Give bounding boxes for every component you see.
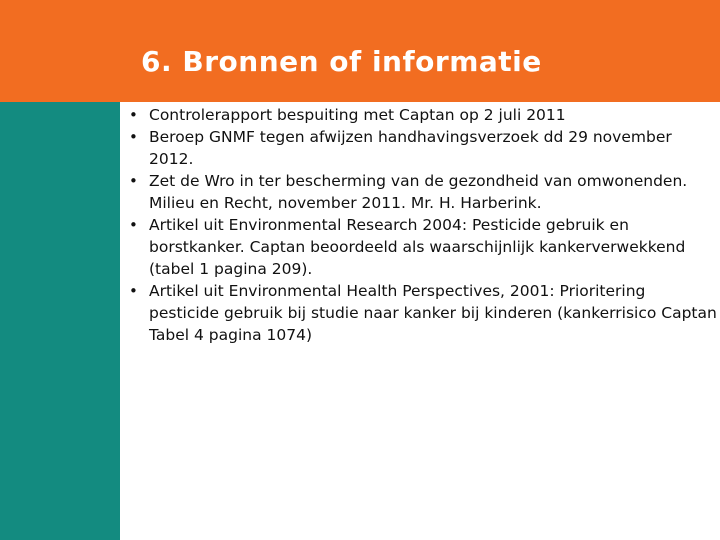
sidebar-accent <box>0 102 120 540</box>
bullet-icon: • <box>129 128 138 146</box>
source-list <box>120 104 718 346</box>
bullet-icon: • <box>129 282 138 300</box>
list-item-text: Zet de Wro in ter bescherming van de gezondheid van omwonenden. Milieu en Recht, november 2011. Mr. H. Harberink. <box>149 172 688 212</box>
list-item <box>120 170 718 214</box>
bullet-icon: • <box>129 106 138 124</box>
list-item <box>120 214 718 280</box>
list-item <box>120 126 718 170</box>
list-item-text: Controlerapport bespuiting met Captan op 2 juli 2011 <box>149 106 566 124</box>
bullet-icon: • <box>129 172 138 190</box>
list-item-text: Artikel uit Environmental Research 2004: Pesticide gebruik en borstkanker. Captan beoordeeld als waarschijnlijk kankerverwekkend (tabel 1 pagina 209). <box>149 216 686 278</box>
list-item <box>120 104 718 126</box>
header-bar <box>0 0 720 102</box>
list-item <box>120 280 718 346</box>
list-item-text: Beroep GNMF tegen afwijzen handhavingsverzoek dd 29 november 2012. <box>149 128 672 168</box>
slide-content <box>120 104 718 346</box>
slide-title: 6. Bronnen of informatie <box>141 45 542 78</box>
bullet-icon: • <box>129 216 138 234</box>
list-item-text: Artikel uit Environmental Health Perspectives, 2001: Prioritering pesticide gebruik bij studie naar kanker bij kinderen (kankerrisico Captan Tabel 4 pagina 1074) <box>149 282 717 344</box>
